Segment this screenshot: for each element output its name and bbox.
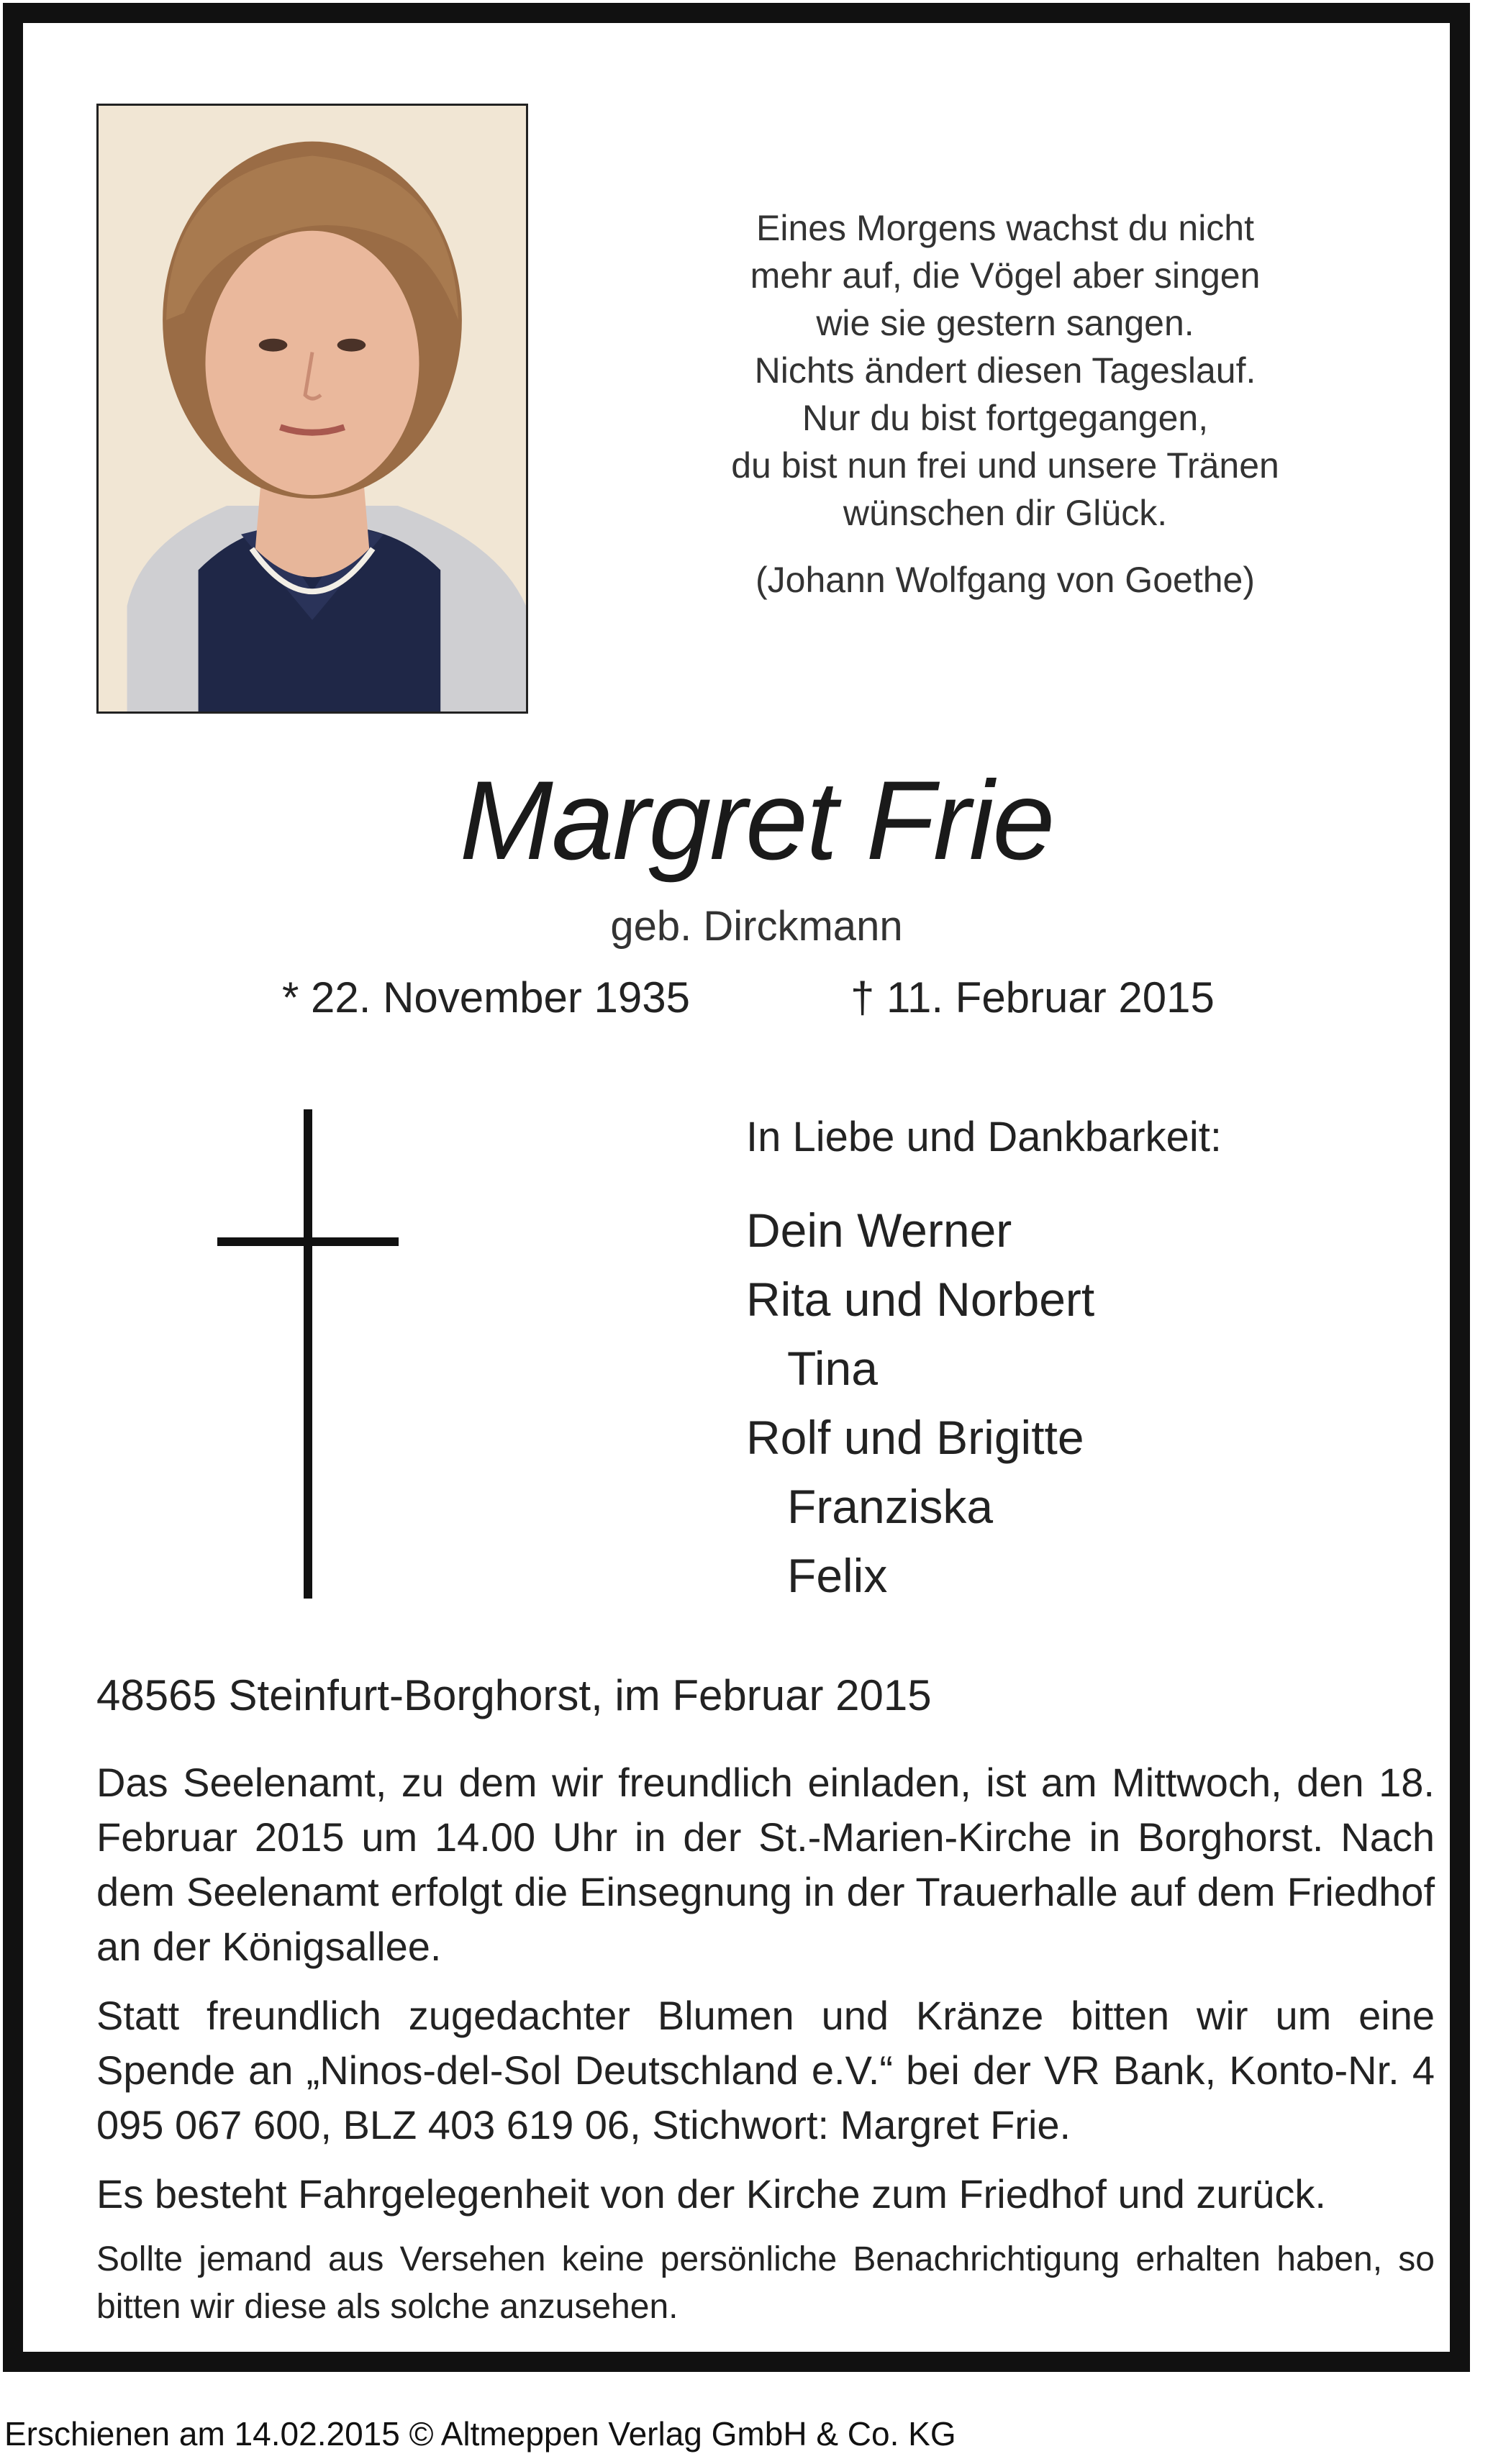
poem	[627, 204, 1383, 537]
poem-line: Eines Morgens wachst du nicht	[755, 208, 1255, 248]
paragraph-notification: Sollte jemand aus Versehen keine persönliche Benachrichtigung erhalten haben, so bitten wir diese als solche anzusehen.	[96, 2240, 1435, 2326]
mourner-name: Franziska	[787, 1480, 994, 1533]
birth-date: * 22. November 1935	[282, 973, 691, 1022]
obituary-frame	[3, 3, 1470, 2372]
mourner-name: Felix	[787, 1549, 888, 1602]
portrait-photo	[96, 104, 528, 714]
publication-footer: Erschienen am 14.02.2015 © Altmeppen Verlag GmbH & Co. KG	[4, 2415, 956, 2452]
place-date: 48565 Steinfurt-Borghorst, im Februar 2015	[96, 1671, 932, 1719]
mourner-name: Rita und Norbert	[746, 1273, 1095, 1326]
mourner-name: Tina	[787, 1342, 878, 1395]
paragraph-service: Das Seelenamt, zu dem wir freundlich einladen, ist am Mittwoch, den 18. Februar 2015 um 14.00 Uhr in der St.-Marien-Kirche in Borghorst. Nach dem Seelenamt erfolgt die Einsegnung in der Trauerhalle auf dem Friedhof an der Königsallee.	[96, 1760, 1435, 1969]
poem-line: Nur du bist fortgegangen,	[802, 398, 1209, 438]
mourner-name: Rolf und Brigitte	[746, 1411, 1084, 1464]
poem-line: mehr auf, die Vögel aber singen	[750, 255, 1261, 296]
paragraph-transport: Es besteht Fahrgelegenheit von der Kirche zum Friedhof und zurück.	[96, 2171, 1326, 2217]
poem-line: wünschen dir Glück.	[843, 493, 1168, 533]
mourners-list	[746, 1196, 1094, 1610]
cross-icon	[217, 1109, 404, 1599]
paragraph-donation: Statt freundlich zugedachter Blumen und Kränze bitten wir um eine Spende an „Ninos-del-Sol Deutschland e.V.“ bei der VR Bank, Konto-Nr. 4 095 067 600, BLZ 403 619 06, Stichwort: Margret Frie.	[96, 1993, 1435, 2147]
poem-author: (Johann Wolfgang von Goethe)	[755, 560, 1255, 600]
mourners-heading: In Liebe und Dankbarkeit:	[746, 1114, 1222, 1160]
poem-line: du bist nun frei und unsere Tränen	[731, 445, 1279, 486]
poem-line: Nichts ändert diesen Tageslauf.	[754, 350, 1256, 391]
poem-line: wie sie gestern sangen.	[816, 303, 1194, 343]
portrait-image	[99, 106, 526, 712]
mourner-name: Dein Werner	[746, 1204, 1012, 1257]
deceased-name: Margret Frie	[459, 758, 1054, 883]
death-date: † 11. Februar 2015	[850, 973, 1215, 1022]
maiden-name: geb. Dirckmann	[610, 903, 903, 950]
notice-text	[96, 1755, 1435, 2345]
